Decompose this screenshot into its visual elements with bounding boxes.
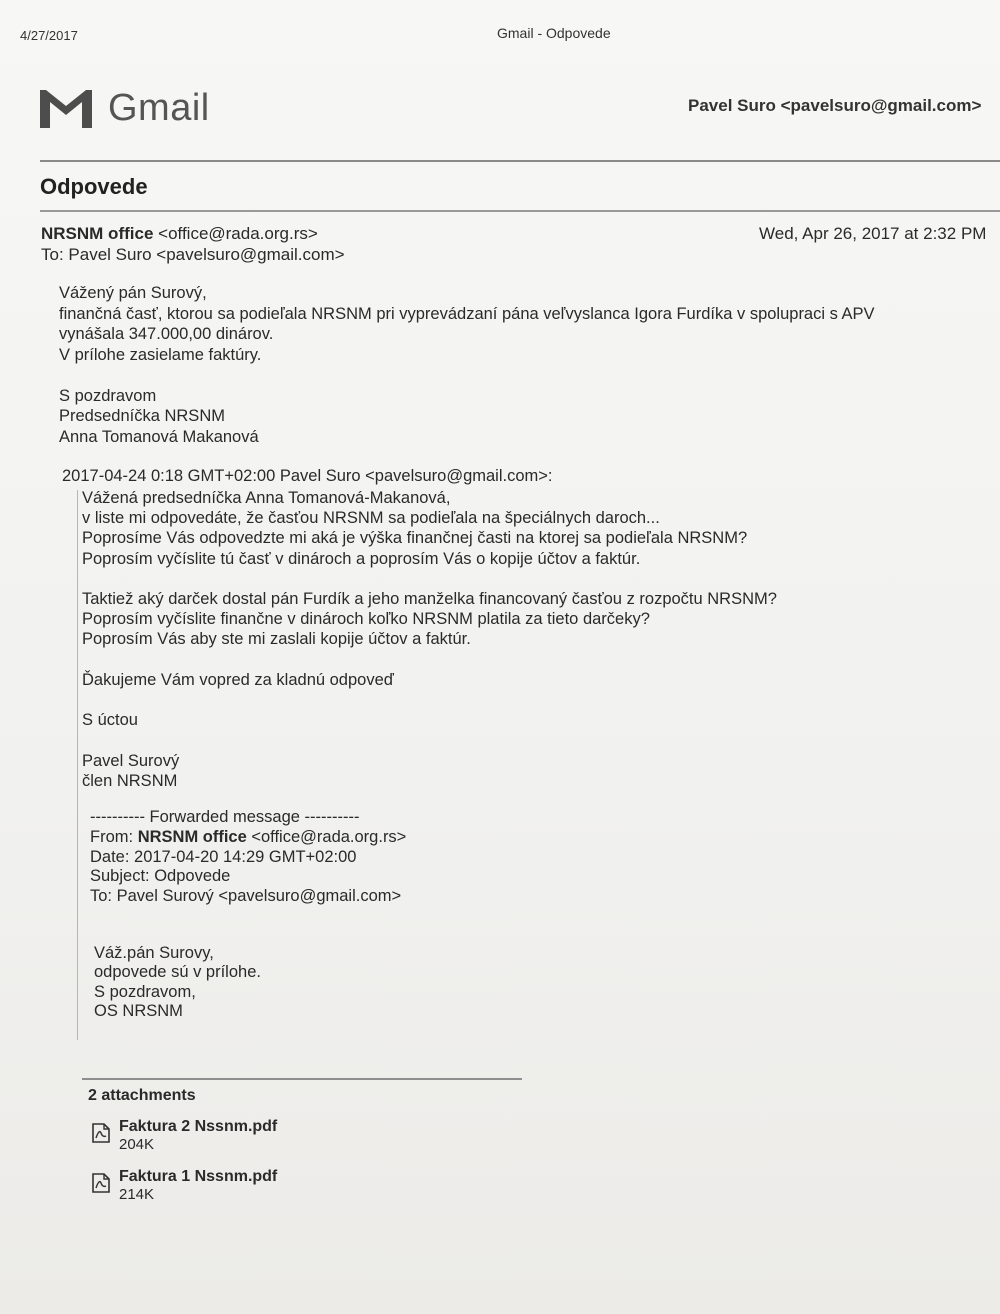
- forwarded-subject: Subject: Odpovede: [90, 867, 231, 886]
- attachment-item[interactable]: [90, 1118, 277, 1153]
- subject-divider: [40, 210, 1000, 212]
- attachment-name[interactable]: Faktura 1 Nssnm.pdf: [119, 1168, 278, 1185]
- print-title: Gmail - Odpovede: [497, 25, 611, 41]
- quoted-line: Poprosím vyčíslite finančne v dinároch koľko NRSNM platila za tieto darčeky?: [82, 610, 650, 629]
- quoted-thanks: Ďakujeme Vám vopred za kladnú odpoveď: [82, 670, 394, 689]
- forwarded-from-email: <office@rada.org.rs>: [251, 827, 407, 846]
- forwarded-from: From: NRSNM office <office@rada.org.rs>: [90, 827, 407, 846]
- quoted-line: Poprosíme Vás odpovedzte mi aká je výška finančnej časti na ktorej sa podieľala NRSNM?: [82, 529, 748, 548]
- quoted-line: Poprosím Vás aby ste mi zaslali kopije účtov a faktúr.: [82, 630, 471, 649]
- quoted-closing: S úctou: [82, 711, 138, 730]
- attachment-item[interactable]: [90, 1168, 277, 1203]
- body-line: V prílohe zasielame faktúry.: [59, 345, 262, 364]
- attachment-size: 214K: [119, 1186, 155, 1203]
- forwarded-date: Date: 2017-04-20 14:29 GMT+02:00: [90, 847, 357, 866]
- gmail-logo[interactable]: [38, 86, 210, 130]
- quote-bar: [77, 490, 78, 1040]
- quoted-line: Taktiež aký darček dostal pán Furdík a jeho manželka financovaný časťou z rozpočtu NRSNM?: [82, 590, 777, 608]
- forwarded-header: [90, 808, 406, 907]
- attachments-divider: [82, 1078, 522, 1080]
- forwarded-divider: ---------- Forwarded message ----------: [90, 808, 360, 826]
- attachment-size: 204K: [119, 1136, 155, 1153]
- message-recipient: To: Pavel Suro <pavelsuro@gmail.com>: [41, 245, 345, 264]
- signature-line: S pozdravom: [59, 386, 157, 405]
- body-line: vynášala 347.000,00 dinárov.: [59, 325, 274, 343]
- body-line: finančná časť, ktorou sa podieľala NRSNM pri vyprevádzaní pána veľvyslanca Igora Furdíka v spolupraci s APV: [59, 304, 875, 323]
- quoted-header: 2017-04-24 0:18 GMT+02:00 Pavel Suro <pavelsuro@gmail.com>:: [62, 467, 553, 485]
- message-body: [59, 283, 875, 447]
- signature-line: Predsedníčka NRSNM: [59, 407, 225, 425]
- forwarded-line: S pozdravom,: [94, 982, 196, 1001]
- pdf-file-icon: [90, 1122, 112, 1144]
- forwarded-line: Váž.pán Surovy,: [94, 944, 214, 962]
- header-divider: [40, 160, 1000, 162]
- quoted-line: Vážená predsedníčka Anna Tomanová-Makanová,: [82, 489, 451, 507]
- gmail-envelope-icon: [38, 86, 94, 130]
- quoted-sign-name: Pavel Surový: [82, 751, 180, 770]
- message-subject: Odpovede: [40, 174, 148, 199]
- sender-email: <office@rada.org.rs>: [158, 224, 318, 243]
- quoted-message: [82, 488, 777, 791]
- quoted-line: v liste mi odpovedáte, že časťou NRSNM sa podieľala na špeciálnych daroch...: [82, 509, 660, 528]
- sender-name: NRSNM office: [41, 224, 154, 243]
- forwarded-line: odpovede sú v prílohe.: [94, 963, 261, 982]
- message-sender[interactable]: [41, 224, 318, 244]
- pdf-file-icon: [90, 1172, 112, 1194]
- forwarded-from-name: NRSNM office: [137, 827, 247, 846]
- forwarded-to: To: Pavel Surový <pavelsuro@gmail.com>: [90, 887, 402, 906]
- print-date: 4/27/2017: [20, 28, 78, 43]
- forwarded-body: [94, 944, 261, 1022]
- forwarded-line: OS NRSNM: [94, 1002, 183, 1021]
- body-line: Vážený pán Surový,: [59, 284, 207, 302]
- account-email: Pavel Suro <pavelsuro@gmail.com>: [688, 96, 982, 115]
- attachment-name[interactable]: Faktura 2 Nssnm.pdf: [119, 1118, 278, 1135]
- attachments-count: 2 attachments: [88, 1087, 196, 1104]
- message-date: Wed, Apr 26, 2017 at 2:32 PM: [759, 224, 987, 243]
- gmail-logo-text: Gmail: [108, 86, 210, 129]
- quoted-line: Poprosím vyčíslite tú časť v dinároch a poprosím Vás o kopije účtov a faktúr.: [82, 549, 641, 568]
- signature-line: Anna Tomanová Makanová: [59, 427, 259, 446]
- quoted-sign-role: člen NRSNM: [82, 771, 178, 790]
